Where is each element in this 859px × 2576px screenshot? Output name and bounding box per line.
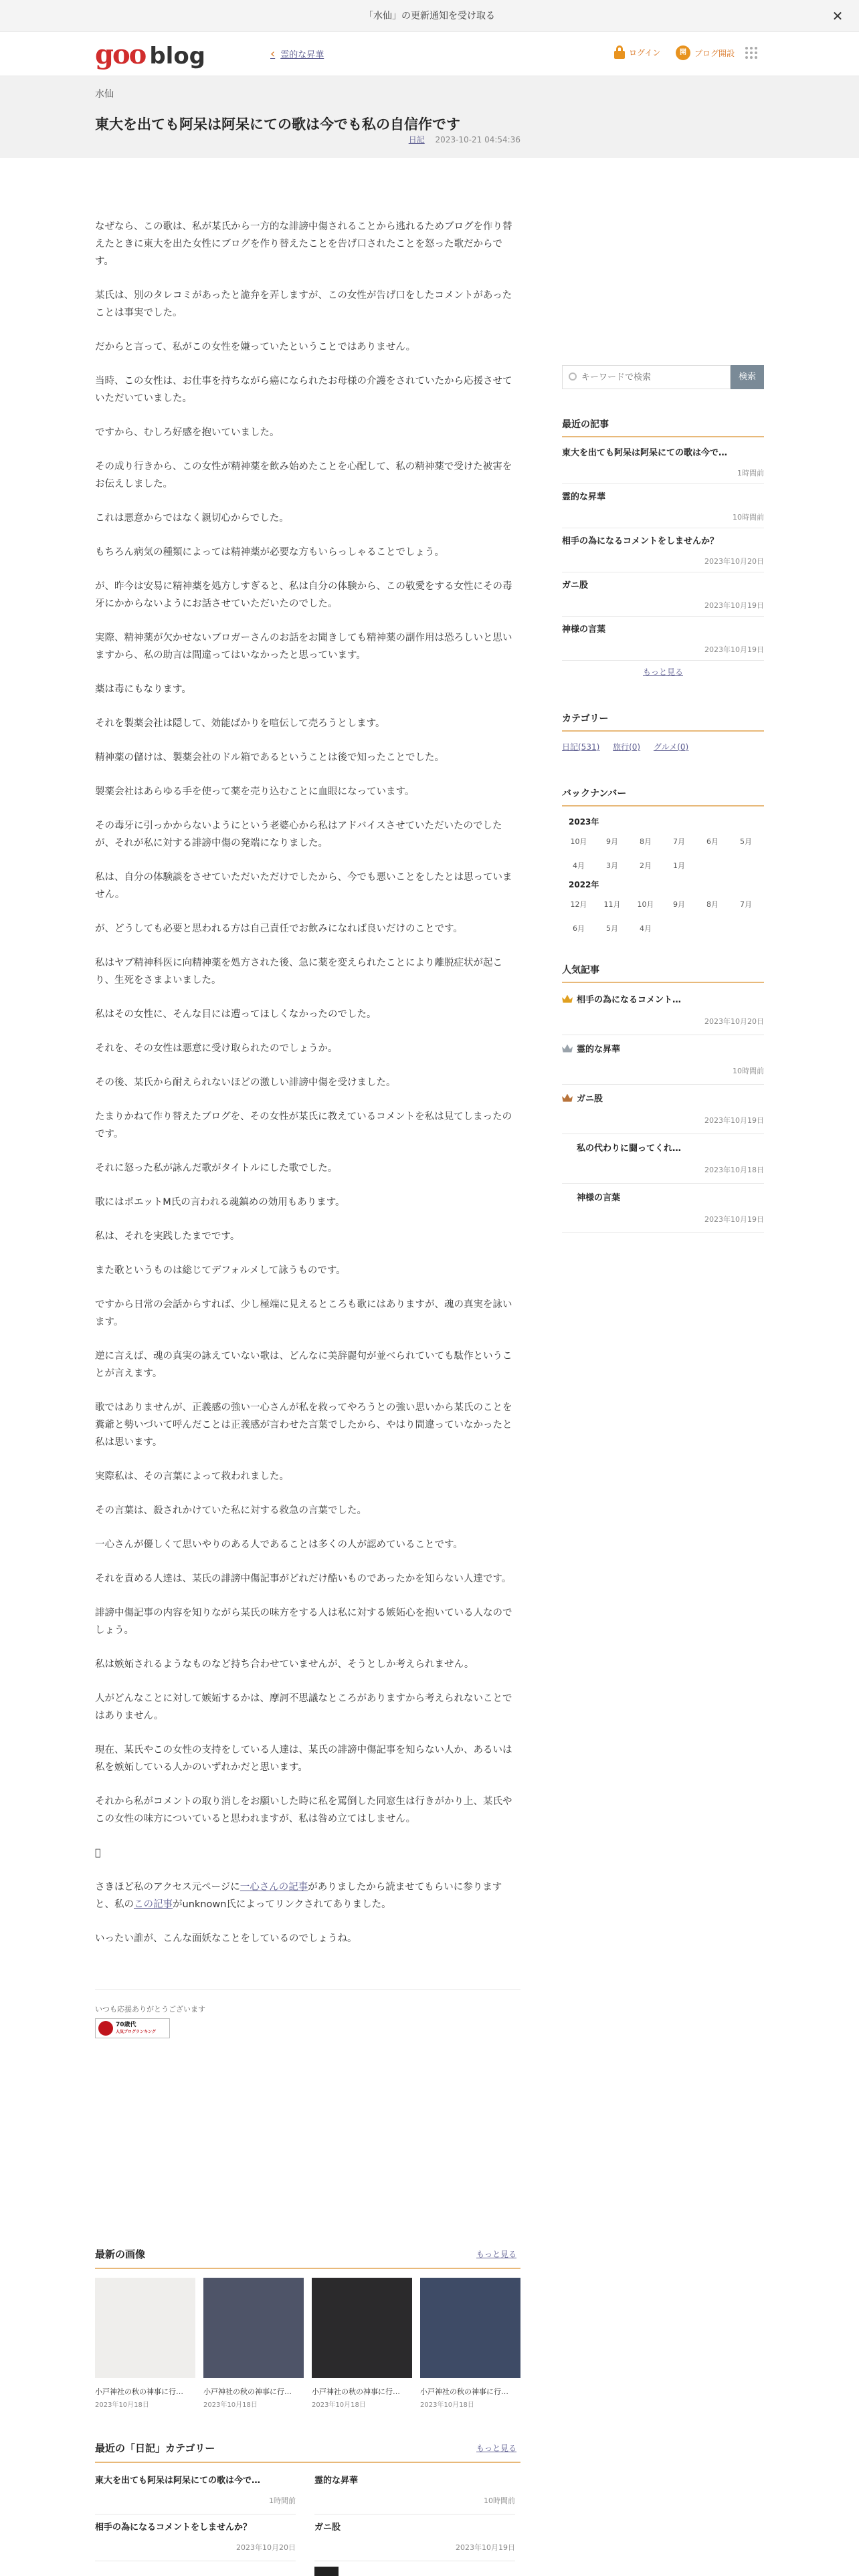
popular-article-title[interactable]: 私の代わりに闘ってくれ… xyxy=(577,1144,682,1154)
this-article-link[interactable]: この記事 xyxy=(134,1899,173,1910)
category-link[interactable]: 日記(531) xyxy=(562,742,600,752)
recent-article-item[interactable] xyxy=(562,440,764,484)
open-blog-icon: 開 xyxy=(676,45,690,60)
recent-article-date: 1時間前 xyxy=(737,469,764,477)
article-paragraph: が、昨今は安易に精神薬を処方しすぎると、私は自分の体験から、この敬愛をする女性にその毒牙にかからないようにお話させていただいたのでした。 xyxy=(95,581,512,609)
isshin-article-link[interactable]: 一心さんの記事 xyxy=(240,1882,308,1893)
recent-category-date: 10時間前 xyxy=(484,2496,515,2505)
image-date: 2023年10月18日 xyxy=(203,2401,258,2409)
popular-article-item[interactable] xyxy=(562,1085,764,1134)
recent-articles-heading: 最近の記事 xyxy=(562,417,764,437)
backnumber-heading: バックナンバー xyxy=(562,786,764,807)
category-heading: カテゴリー xyxy=(562,712,764,732)
article-paragraph: 人がどんなことに対して嫉妬するかは、摩訶不思議なところがありますから考えられないことではありません。 xyxy=(95,1693,512,1721)
recent-category-item[interactable] xyxy=(314,2473,515,2514)
recent-article-item[interactable] xyxy=(562,484,764,528)
article-paragraph: 某氏は、別のタレコミがあったと詭弁を弄しますが、この女性が告げ口をしたコメントがあったことは事実でした。 xyxy=(95,290,512,318)
recent-article-title[interactable]: ガニ股 xyxy=(562,580,589,591)
recent-category-date: 1時間前 xyxy=(269,2496,296,2505)
category-list xyxy=(562,741,699,752)
article-paragraph:   xyxy=(95,1848,101,1858)
recent-article-date: 2023年10月19日 xyxy=(704,601,764,610)
recent-category-title[interactable]: 霊的な昇華 xyxy=(314,2476,359,2486)
article-paragraph: 製薬会社はあらゆる手を使って薬を売り込むことに血眼になっています。 xyxy=(95,786,415,797)
backnumber-row xyxy=(562,923,764,934)
backnumber-month-link[interactable]: 7月 xyxy=(740,900,752,909)
ranking-banner[interactable] xyxy=(95,2018,170,2038)
recent-article-item[interactable] xyxy=(562,528,764,572)
article-paragraph: 精神薬の儲けは、製薬会社のドル箱であるということは後で知ったことでした。 xyxy=(95,752,444,763)
recent-article-item[interactable] xyxy=(562,572,764,617)
entry-datetime: 2023-10-21 04:54:36 xyxy=(435,135,520,144)
recent-more-link[interactable]: もっと見る xyxy=(642,667,683,677)
backnumber-month-link[interactable]: 6月 xyxy=(573,924,585,933)
search-button[interactable]: 検索 xyxy=(731,365,764,389)
article-paragraph: 私は嫉妬されるようなものなど持ち合わせていませんが、そうとしか考えられません。 xyxy=(95,1659,474,1670)
popular-article-date: 10時間前 xyxy=(733,1067,764,1075)
popular-article-title[interactable]: 神様の言葉 xyxy=(577,1193,621,1203)
article-paragraph: 私はヤブ精神科医に向精神薬を処方された後、急に薬を変えられたことにより離脱症状が起こり、生死をさまよいました。 xyxy=(95,958,502,986)
category-link[interactable]: グルメ(0) xyxy=(653,742,689,752)
close-icon[interactable]: ✕ xyxy=(832,8,844,24)
recent-article-date: 10時間前 xyxy=(733,513,764,522)
article-thumbnail[interactable] xyxy=(314,2567,339,2576)
image-date: 2023年10月18日 xyxy=(420,2401,474,2409)
backnumber-month-link[interactable]: 5月 xyxy=(740,837,752,846)
notification-bar[interactable] xyxy=(0,0,859,32)
image-card[interactable] xyxy=(203,2278,304,2409)
backnumber-month-link[interactable]: 10月 xyxy=(637,900,654,909)
rank-crown-icon xyxy=(562,995,573,1003)
latest-images-heading: 最新の画像 xyxy=(95,2247,520,2269)
login-button[interactable] xyxy=(614,45,660,59)
article-paragraph: ですから、むしろ好感を抱いていました。 xyxy=(95,427,280,438)
recent-category-more-link[interactable]: もっと見る xyxy=(476,2444,517,2453)
article-paragraph: その後、某氏から耐えられないほどの激しい誹謗中傷を受けました。 xyxy=(95,1077,396,1088)
recent-article-title[interactable]: 神様の言葉 xyxy=(562,625,606,635)
ranking-text: 70歳代 人気ブログランキング xyxy=(116,2021,156,2034)
goo-blog-logo[interactable] xyxy=(95,39,205,68)
support-text: いつも応援ありがとうございます xyxy=(95,2005,205,2014)
notification-text[interactable]: 「水仙」の更新通知を受け取る xyxy=(364,11,495,21)
article-paragraph: また歌というものは総じてデフォルメして詠うものです。 xyxy=(95,1265,346,1276)
backnumber-month-link[interactable]: 6月 xyxy=(706,837,719,846)
recent-article-title[interactable]: 霊的な昇華 xyxy=(562,492,606,502)
backnumber-year: 2022年 xyxy=(569,880,599,889)
image-card[interactable] xyxy=(420,2278,520,2409)
sidebar-search xyxy=(562,365,764,389)
backnumber-month-link[interactable]: 11月 xyxy=(603,900,621,909)
article-paragraph: 薬は毒にもなります。 xyxy=(95,684,191,695)
backnumber-month-link[interactable]: 7月 xyxy=(673,837,685,846)
popular-article-date: 2023年10月18日 xyxy=(704,1166,764,1174)
article-paragraph: それに怒った私が詠んだ歌がタイトルにした歌でした。 xyxy=(95,1163,338,1174)
recent-category-heading: 最近の「日記」カテゴリー xyxy=(95,2441,520,2463)
popular-article-date: 2023年10月19日 xyxy=(704,1215,764,1224)
search-input[interactable] xyxy=(562,365,731,389)
backnumber-year: 2023年 xyxy=(569,817,599,827)
image-caption[interactable]: 小戸神社の秋の神事に行… xyxy=(95,2387,183,2396)
backnumber-month-link[interactable]: 5月 xyxy=(606,924,618,933)
ranking-logo-icon xyxy=(98,2021,113,2036)
recent-category-item[interactable] xyxy=(95,2473,296,2514)
recent-category-date: 2023年10月20日 xyxy=(236,2543,296,2552)
open-blog-button[interactable] xyxy=(676,45,735,60)
recent-category-item[interactable] xyxy=(314,2520,515,2561)
backnumber-month-link[interactable]: 12月 xyxy=(570,900,587,909)
image-card[interactable] xyxy=(312,2278,412,2409)
popular-list xyxy=(562,986,764,1233)
article-paragraph: 当時、この女性は、お仕事を持ちながら癌になられたお母様の介護をされていたから応援させていただいていました。 xyxy=(95,376,512,404)
image-caption[interactable]: 小戸神社の秋の神事に行… xyxy=(420,2387,508,2396)
backnumber-row xyxy=(562,899,764,909)
recent-category-title[interactable]: 東大を出ても阿呆は阿呆にての歌は今で… xyxy=(95,2476,261,2486)
image-card[interactable] xyxy=(95,2278,195,2409)
article-paragraph: 実際私は、その言葉によって救われました。 xyxy=(95,1471,289,1482)
logo-blog: blog xyxy=(149,43,206,70)
article-paragraph: 現在、某氏やこの女性の支持をしている人達は、某氏の誹謗中傷記事を知らない人か、あるいは私を嫉妬している人かのいずれかだと思います。 xyxy=(95,1745,512,1773)
popular-article-title[interactable]: 相手の為になるコメント… xyxy=(577,995,682,1005)
recent-article-date: 2023年10月19日 xyxy=(704,645,764,654)
image-thumbnail[interactable] xyxy=(203,2278,304,2378)
entry-category-link[interactable]: 日記 xyxy=(408,135,425,144)
recent-category-item[interactable] xyxy=(95,2520,296,2561)
blog-name[interactable]: 水仙 xyxy=(95,89,114,100)
article-paragraph: 歌ではありませんが、正義感の強い一心さんが私を救ってやろうとの強い思いから某氏のことを糞爺と勢いづいて呼んだことは正義感が言わせた言葉でしたから、やはり間違っていなかったと私は思います。 xyxy=(95,1402,512,1448)
entry-title: 東大を出ても阿呆は阿呆にての歌は今でも私の自信作です xyxy=(95,116,460,132)
article-paragraph: もちろん病気の種類によっては精神薬が必要な方もいらっしゃることでしょう。 xyxy=(95,547,444,558)
article-body xyxy=(95,218,520,1964)
popular-article-item[interactable] xyxy=(562,1035,764,1085)
article-paragraph: それを責める人達は、某氏の誹謗中傷記事がどれだけ酷いものであったかを知らない人達です。 xyxy=(95,1574,512,1584)
divider xyxy=(95,1989,520,1990)
previous-entry-title[interactable]: 霊的な昇華 xyxy=(280,50,324,60)
recent-article-date: 2023年10月20日 xyxy=(704,557,764,566)
article-paragraph: その言葉は、殺されかけていた私に対する救急の言葉でした。 xyxy=(95,1505,367,1516)
backnumber-month-link[interactable]: 9月 xyxy=(606,837,618,846)
popular-article-title[interactable]: 霊的な昇華 xyxy=(577,1045,621,1055)
search-icon xyxy=(569,372,577,381)
lock-icon xyxy=(614,45,625,59)
popular-article-item[interactable] xyxy=(562,986,764,1035)
popular-article-item[interactable] xyxy=(562,1134,764,1184)
image-caption[interactable]: 小戸神社の秋の神事に行… xyxy=(312,2387,400,2396)
article-paragraph: これは悪意からではなく親切心からでした。 xyxy=(95,513,289,524)
article-paragraph: その毒牙に引っかからないようにという老婆心から私はアドバイスさせていただいたのでしたが、それが私に対する誹謗中傷の発端になりました。 xyxy=(95,821,502,849)
category-link[interactable]: 旅行(0) xyxy=(613,742,641,752)
article-paragraph: 実際、精神薬が欠かせないブロガーさんのお話をお聞きしても精神薬の副作用は恐ろしいと思いますから、私の助言は間違ってはいなかったと思っています。 xyxy=(95,633,512,661)
backnumber-row xyxy=(562,836,764,847)
backnumber-month-link[interactable]: 4月 xyxy=(640,924,652,933)
popular-heading: 人気記事 xyxy=(562,963,764,983)
article-paragraph: 私は、それを実践したまでです。 xyxy=(95,1231,240,1242)
image-caption[interactable]: 小戸神社の秋の神事に行… xyxy=(203,2387,292,2396)
article-paragraph: ですから日常の会話からすれば、少し極端に見えるところも歌にはありますが、魂の真実を詠います。 xyxy=(95,1299,512,1327)
backnumber-month-link[interactable]: 8月 xyxy=(640,837,652,846)
popular-article-item[interactable] xyxy=(562,1184,764,1233)
article-paragraph: それを製薬会社は隠して、効能ばかりを喧伝して売ろうとします。 xyxy=(95,718,385,729)
article-paragraphs xyxy=(95,218,520,1862)
entry-meta xyxy=(393,134,520,145)
article-paragraph: たまりかねて作り替えたブログを、その女性が某氏に教えているコメントを私は見てしまったのです。 xyxy=(95,1111,512,1140)
chevron-left-icon: ‹ xyxy=(270,47,276,61)
backnumber-month-link[interactable]: 2月 xyxy=(640,861,652,870)
article-paragraph: だからと言って、私がこの女性を嫌っていたということではありません。 xyxy=(95,342,416,352)
recent-article-title[interactable]: 東大を出ても阿呆は阿呆にての歌は今で… xyxy=(562,448,728,458)
image-date: 2023年10月18日 xyxy=(312,2401,366,2409)
popular-article-date: 2023年10月20日 xyxy=(704,1017,764,1026)
image-thumbnail[interactable] xyxy=(312,2278,412,2378)
article-paragraph: それから私がコメントの取り消しをお願いした時に私を罵倒した同窓生は行きがかり上、某氏やこの女性の味方についていると思われますが、私は咎め立てはしません。 xyxy=(95,1796,512,1824)
logo-goo: goo xyxy=(95,39,146,70)
article-paragraph: 逆に言えば、魂の真実の詠えていない歌は、どんなに美辞麗句が並べられていても駄作ということが言えます。 xyxy=(95,1351,512,1379)
article-paragraph: その成り行きから、この女性が精神薬を飲み始めたことを心配して、私の精神薬で受けた被害をお伝えしました。 xyxy=(95,461,512,490)
popular-article-date: 2023年10月19日 xyxy=(704,1116,764,1125)
backnumber-month-link[interactable]: 9月 xyxy=(673,900,685,909)
image-thumbnail[interactable] xyxy=(420,2278,520,2378)
article-paragraph: さきほど私のアクセス元ページに一心さんの記事がありましたから読ませてもらいに参りますと、私のこの記事がunknown氏によってリンクされてありました。 xyxy=(95,1882,502,1910)
backnumber-month-link[interactable]: 10月 xyxy=(570,837,587,846)
recent-category-title[interactable]: ガニ股 xyxy=(314,2523,341,2533)
article-paragraph: いったい誰が、こんな面妖なことをしているのでしょうね。 xyxy=(95,1933,357,1944)
article-paragraph: が、どうしても必要と思われる方は自己責任でお飲みになれば良いだけのことです。 xyxy=(95,924,463,934)
image-thumbnail[interactable] xyxy=(95,2278,195,2378)
article-paragraph: それを、その女性は悪意に受け取られたのでしょうか。 xyxy=(95,1043,338,1054)
article-paragraph: 私は、自分の体験談をさせていただいただけでしたから、今でも悪いことをしたとは思っていません。 xyxy=(95,872,512,900)
article-paragraph: 私はその女性に、そんな目には遭ってほしくなかったのでした。 xyxy=(95,1009,377,1020)
article-paragraph: 一心さんが優しくて思いやりのある人であることは多くの人が認めていることです。 xyxy=(95,1539,463,1550)
popular-article-title[interactable]: ガニ股 xyxy=(577,1094,603,1104)
menu-grid-icon[interactable] xyxy=(745,47,757,59)
rank-crown-icon xyxy=(562,1094,573,1102)
recent-article-item[interactable] xyxy=(562,617,764,661)
article-paragraph: なぜなら、この歌は、私が某氏から一方的な誹謗中傷されることから逃れるためブログを作り替えたときに東大を出た女性にブログを作り替えたことを告げ口されたことを怒った歌だからです。 xyxy=(95,221,512,267)
recent-article-title[interactable]: 相手の為になるコメントをしませんか？ xyxy=(562,536,719,546)
images-more-link[interactable]: もっと見る xyxy=(476,2250,517,2259)
recent-articles-list xyxy=(562,440,764,661)
backnumber-month-link[interactable]: 8月 xyxy=(706,900,719,909)
backnumber-month-link[interactable]: 3月 xyxy=(606,861,618,870)
open-blog-label: ブログ開設 xyxy=(694,48,735,58)
site-header xyxy=(0,32,859,76)
image-date: 2023年10月18日 xyxy=(95,2401,149,2409)
previous-entry-link[interactable] xyxy=(270,47,324,61)
recent-category-title[interactable]: 相手の為になるコメントをしませんか？ xyxy=(95,2523,252,2533)
backnumber-row xyxy=(562,860,764,871)
article-paragraph: 誹謗中傷記事の内容を知りながら某氏の味方をする人は私に対する嫉妬心を抱いている人なのでしょう。 xyxy=(95,1608,512,1636)
login-label: ログイン xyxy=(629,47,661,58)
recent-category-date: 2023年10月19日 xyxy=(456,2543,515,2552)
article-paragraph: 歌にはポエットM氏の言われる魂鎮めの効用もあります。 xyxy=(95,1197,345,1208)
rank-crown-icon xyxy=(562,1045,573,1053)
backnumber-month-link[interactable]: 1月 xyxy=(673,861,685,870)
backnumber-month-link[interactable]: 4月 xyxy=(573,861,585,870)
